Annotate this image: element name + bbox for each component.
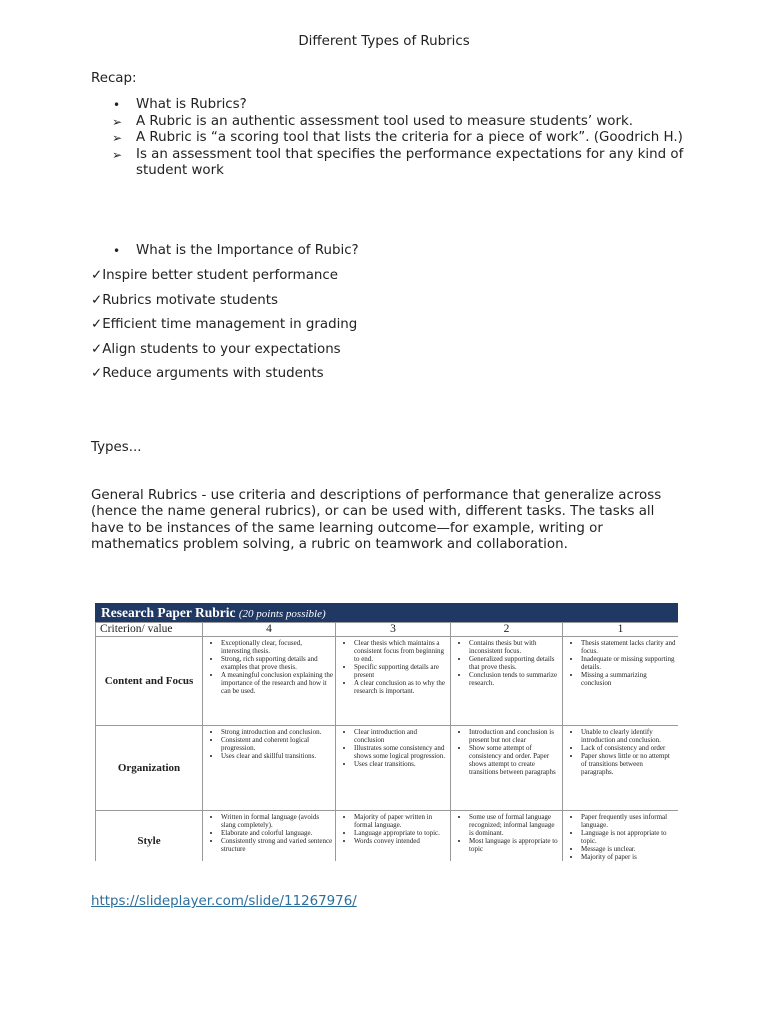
rubric-table (95, 622, 678, 861)
cell-item: • Lack of consistency and order (581, 744, 676, 752)
importance-question-list (91, 243, 691, 260)
cell-item: • Inadequate or missing supporting details. (581, 655, 676, 671)
cell-item: • Generalized supporting details that prove thesis. (469, 655, 560, 671)
list-item-text: A Rubric is an authentic assessment tool used to measure students’ work. (136, 113, 633, 129)
cell-item: • Unable to clearly identify introduction and conclusion. (581, 728, 676, 744)
cell-item: • Uses clear and skillful transitions. (221, 752, 333, 760)
importance-question: What is the Importance of Rubic? (136, 243, 359, 258)
column-header: Criterion/ value (96, 623, 203, 637)
column-header: 3 (336, 623, 451, 637)
source-link[interactable]: https://slideplayer.com/slide/11267976/ (91, 894, 357, 909)
checklist-item: ✓Inspire better student performance (91, 268, 339, 283)
cell-item: • Specific supporting details are present (354, 663, 448, 679)
importance-checklist (91, 268, 357, 391)
cell-item: • Introduction and conclusion is present but not clear (469, 728, 560, 744)
cell-item: • Words convey intended (354, 837, 448, 845)
page-title: Different Types of Rubrics (298, 34, 470, 49)
cell-item: • Language is not appropriate to topic. (581, 829, 676, 845)
cell-item: • Strong introduction and conclusion. (221, 728, 333, 736)
rubric-cell (563, 637, 679, 726)
rubric-cell (336, 726, 451, 811)
bullet-icon: • (113, 98, 121, 112)
rubric-cell (451, 811, 563, 862)
arrow-bullet-icon: ➢ (112, 114, 123, 129)
cell-item: • Consistent and coherent logical progression. (221, 736, 333, 752)
research-paper-rubric-image (95, 603, 678, 861)
cell-item: • Paper frequently uses informal language. (581, 813, 676, 829)
cell-item: • A clear conclusion as to why the research is important. (354, 679, 448, 695)
cell-item: • Thesis statement lacks clarity and focus. (581, 639, 676, 655)
cell-item: • Paper shows little or no attempt of transitions between paragraphs. (581, 752, 676, 776)
column-header: 4 (203, 623, 336, 637)
criterion-cell: Organization (96, 726, 203, 811)
cell-item: • Clear thesis which maintains a consistent focus from beginning to end. (354, 639, 448, 663)
checklist-item: ✓Reduce arguments with students (91, 366, 324, 382)
cell-item: • Strong, rich supporting details and examples that prove thesis. (221, 655, 333, 671)
rubric-definition-list (91, 97, 691, 180)
criterion-cell: Content and Focus (96, 637, 203, 726)
column-header: 2 (451, 623, 563, 637)
criterion-cell: Style (96, 811, 203, 862)
list-item (91, 114, 691, 131)
rubric-cell (203, 726, 336, 811)
cell-item: • Language appropriate to topic. (354, 829, 448, 837)
cell-item: • Missing a summarizing conclusion (581, 671, 676, 687)
table-row (96, 637, 679, 726)
types-label: Types... (91, 440, 142, 455)
cell-item: • Majority of paper is (581, 853, 676, 861)
rubric-title-bar (95, 603, 678, 622)
cell-item: • Contains thesis but with inconsistent focus. (469, 639, 560, 655)
list-item-text: A Rubric is “a scoring tool that lists the criteria for a piece of work”. (Goodrich H.) (136, 130, 683, 145)
table-row (96, 726, 679, 811)
cell-item: • Uses clear transitions. (354, 760, 448, 768)
arrow-bullet-icon: ➢ (112, 131, 123, 145)
list-item (91, 147, 691, 180)
rubric-cell (451, 726, 563, 811)
checklist-item: ✓Align students to your expectations (91, 341, 341, 357)
column-header: 1 (563, 623, 679, 637)
cell-item: • Consistently strong and varied sentence structure (221, 837, 333, 853)
list-item (91, 243, 691, 260)
bullet-icon: • (113, 244, 121, 258)
arrow-bullet-icon: ➢ (112, 147, 123, 162)
list-item-text: What is Rubrics? (136, 97, 247, 112)
cell-item: • Illustrates some consistency and shows some logical progression. (354, 744, 448, 760)
cell-item: • Message is unclear. (581, 845, 676, 853)
rubric-cell (336, 637, 451, 726)
rubric-cell (451, 637, 563, 726)
recap-label: Recap: (91, 71, 137, 86)
cell-item: • Most language is appropriate to topic (469, 837, 560, 853)
checklist-item: ✓Efficient time management in grading (91, 317, 358, 333)
cell-item: • Show some attempt of consistency and order. Paper shows attempt to create transitions between paragraphs (469, 744, 560, 776)
rubric-header-row (96, 623, 679, 637)
rubric-title: Research Paper Rubric (101, 605, 236, 620)
list-item (91, 130, 691, 147)
general-rubrics-paragraph: General Rubrics - use criteria and descriptions of performance that generalize across (hence the name general rubrics), or can be used with, different tasks. The tasks all have to be instances of the same learning outcome—for example, writing or mathematics problem solving, a rubric on teamwork and collaboration. (91, 488, 662, 553)
checklist-item: ✓Rubrics motivate students (91, 292, 278, 308)
rubric-cell (563, 811, 679, 862)
cell-item: • Exceptionally clear, focused, interesting thesis. (221, 639, 333, 655)
cell-item: • Majority of paper written in formal language. (354, 813, 448, 829)
cell-item: • A meaningful conclusion explaining the importance of the research and how it can be used. (221, 671, 333, 695)
cell-item: • Elaborate and colorful language. (221, 829, 333, 837)
cell-item: • Written in formal language (avoids slang completely). (221, 813, 333, 829)
cell-item: • Conclusion tends to summarize research. (469, 671, 560, 687)
cell-item: • Some use of formal language recognized; informal language is dominant. (469, 813, 560, 837)
rubric-cell (203, 811, 336, 862)
rubric-cell (203, 637, 336, 726)
rubric-subtitle: (20 points possible) (238, 608, 326, 620)
list-item (91, 97, 691, 114)
rubric-cell (563, 726, 679, 811)
table-row (96, 811, 679, 862)
list-item-text: Is an assessment tool that specifies the performance expectations for any kind of student work (136, 146, 684, 178)
cell-item: • Clear introduction and conclusion (354, 728, 448, 744)
rubric-cell (336, 811, 451, 862)
